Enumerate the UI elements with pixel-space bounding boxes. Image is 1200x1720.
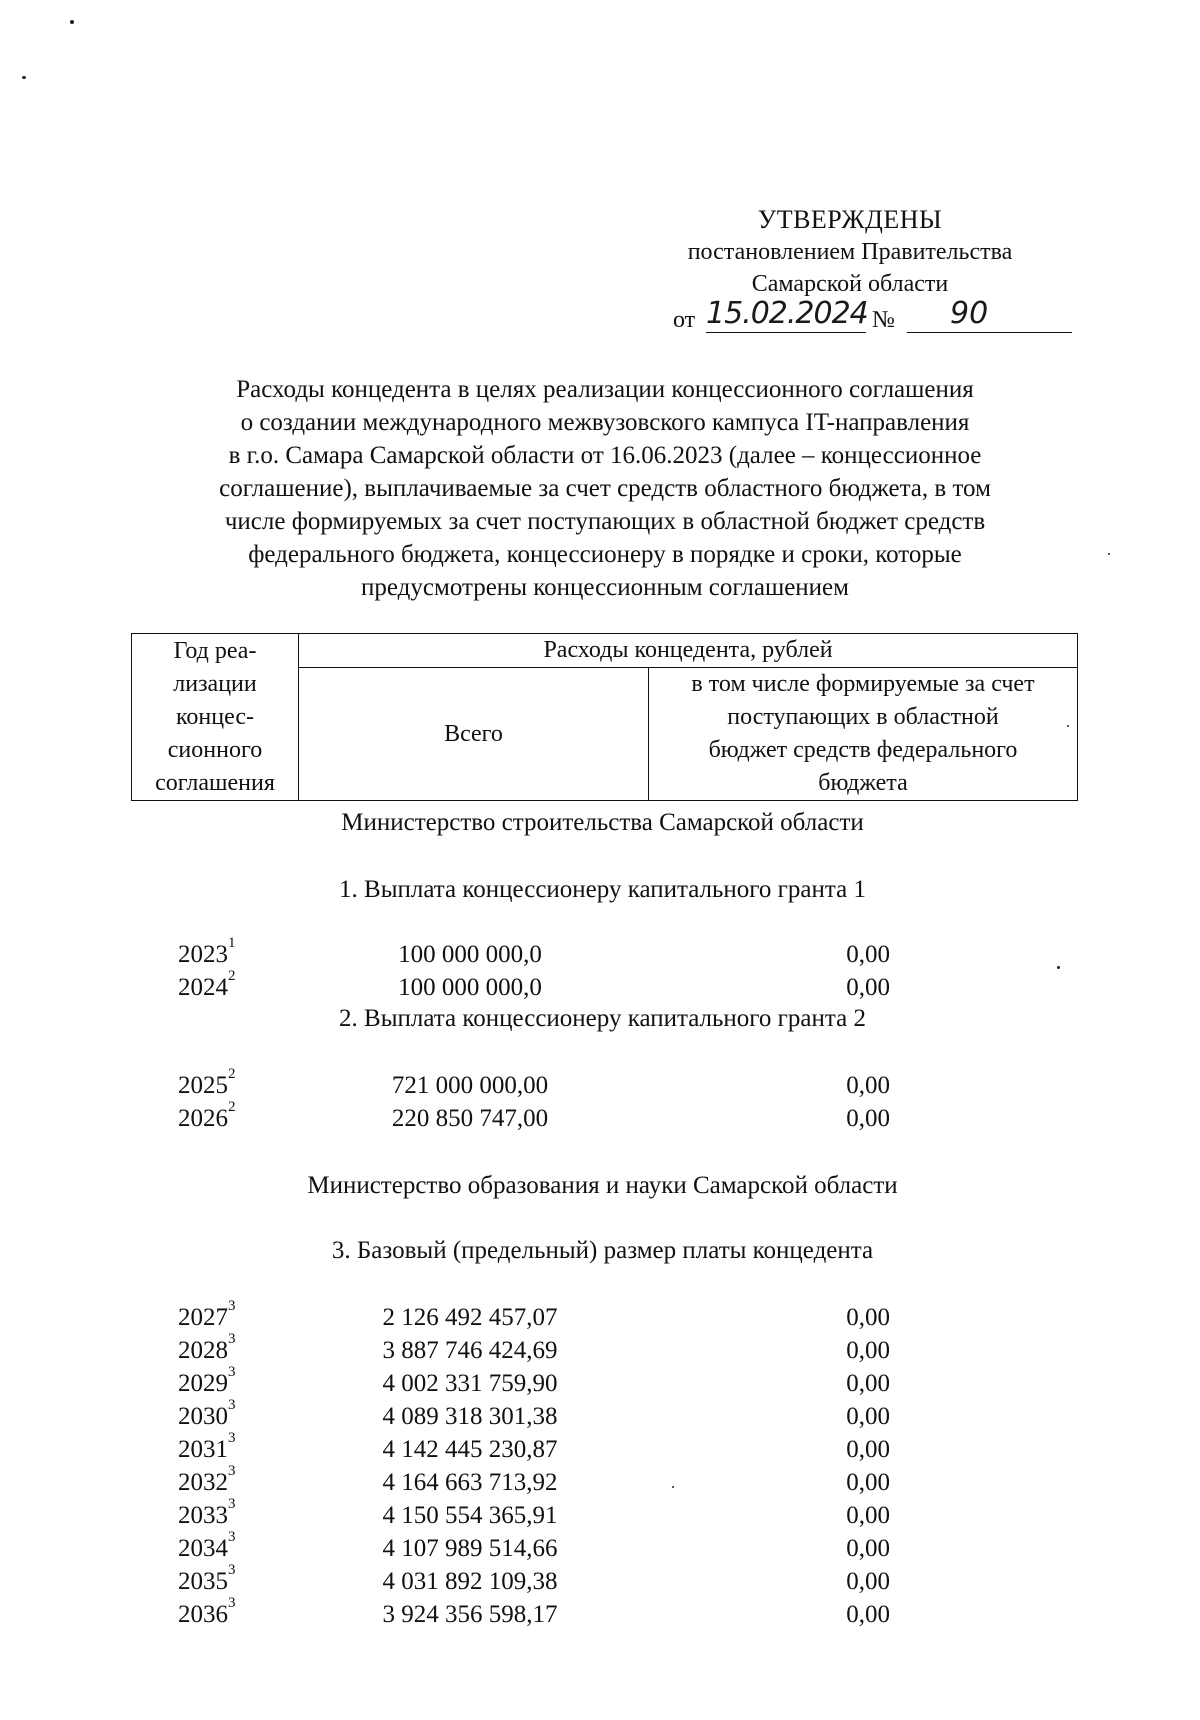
- year-cell: 2031$^3$: [178, 1430, 236, 1463]
- scan-speck: [22, 76, 26, 79]
- federal-cell: 0,00: [846, 1370, 890, 1397]
- year-column-header: [132, 634, 299, 801]
- approval-block: [620, 204, 1080, 338]
- table-row: [0, 1364, 1200, 1400]
- approval-line-1: постановлением Правительства: [687, 239, 1013, 265]
- header-text: поступающих в областной: [727, 704, 999, 730]
- table-row: [0, 1463, 1200, 1499]
- year-cell: 2029$^3$: [178, 1364, 236, 1397]
- ministry-heading: Министерство строительства Самарской области: [341, 809, 864, 836]
- header-text: сионного: [167, 736, 263, 763]
- title-line: Расходы концедента в целях реализации концессионного соглашения: [236, 376, 974, 403]
- table-row: [0, 1331, 1200, 1367]
- year-cell: 2026$^2$: [178, 1099, 236, 1132]
- federal-cell: 0,00: [846, 1535, 890, 1562]
- date-prefix: от: [673, 307, 696, 333]
- expenses-column-header: Расходы концедента, рублей: [299, 634, 1078, 668]
- federal-cell: 0,00: [846, 1105, 890, 1132]
- year-cell: 2033$^3$: [178, 1496, 236, 1529]
- table-row: [0, 935, 1200, 971]
- federal-cell: 0,00: [846, 974, 890, 1001]
- header-text: бюджет средств федерального: [708, 737, 1018, 763]
- header-text: концес-: [175, 703, 255, 730]
- number-underline: [907, 332, 1072, 333]
- section-title: 1. Выплата концессионеру капитального гранта 1: [339, 876, 866, 903]
- year-cell: 2027$^3$: [178, 1298, 236, 1331]
- date-underline: [706, 332, 866, 333]
- scan-speck: [70, 20, 74, 24]
- table-row: [0, 1595, 1200, 1631]
- total-cell: 4 150 554 365,91: [382, 1502, 558, 1529]
- section-title: 2. Выплата концессионеру капитального гранта 2: [339, 1005, 866, 1032]
- total-cell: 4 107 989 514,66: [382, 1535, 558, 1562]
- federal-cell: 0,00: [846, 1337, 890, 1364]
- header-text: бюджета: [818, 770, 908, 796]
- federal-cell: 0,00: [846, 1072, 890, 1099]
- expenses-table-header: [131, 633, 1078, 801]
- document-title: [140, 373, 1070, 604]
- handwritten-date: 15.02.2024: [706, 296, 868, 331]
- ministry-heading: Министерство образования и науки Самарской области: [307, 1172, 898, 1199]
- total-cell: 220 850 747,00: [391, 1105, 549, 1132]
- title-line: числе формируемых за счет поступающих в областной бюджет средств: [224, 508, 986, 535]
- title-line: федерального бюджета, концессионеру в порядке и сроки, которые: [248, 541, 962, 568]
- table-row: [0, 968, 1200, 1004]
- federal-cell: 0,00: [846, 1403, 890, 1430]
- scan-speck: [1108, 553, 1110, 555]
- federal-cell: 0,00: [846, 1568, 890, 1595]
- header-text: в том числе формируемые за счет: [691, 671, 1035, 697]
- total-cell: 4 164 663 713,92: [382, 1469, 558, 1496]
- title-line: соглашение), выплачиваемые за счет средств областного бюджета, в том: [219, 475, 991, 502]
- title-line: предусмотрены концессионным соглашением: [361, 574, 849, 601]
- federal-cell: 0,00: [846, 1436, 890, 1463]
- table-row: [0, 1298, 1200, 1334]
- year-cell: 2023$^1$: [178, 935, 236, 968]
- total-cell: 4 142 445 230,87: [382, 1436, 558, 1463]
- federal-cell: 0,00: [846, 1601, 890, 1628]
- handwritten-number: 90: [950, 296, 989, 331]
- year-cell: 2035$^3$: [178, 1562, 236, 1595]
- table-row: [0, 1562, 1200, 1598]
- number-sign: №: [872, 307, 895, 333]
- federal-cell: 0,00: [846, 1304, 890, 1331]
- section-title: 3. Базовый (предельный) размер платы концедента: [331, 1237, 874, 1264]
- table-row: [0, 1066, 1200, 1102]
- year-cell: 2036$^3$: [178, 1595, 236, 1628]
- federal-column-header: [649, 668, 1078, 801]
- table-row: [0, 1397, 1200, 1433]
- table-row: [0, 1099, 1200, 1135]
- year-cell: 2025$^2$: [178, 1066, 236, 1099]
- total-cell: 4 002 331 759,90: [382, 1370, 558, 1397]
- year-cell: 2032$^3$: [178, 1463, 236, 1496]
- table-row: [0, 1430, 1200, 1466]
- total-cell: 100 000 000,0: [398, 941, 542, 968]
- header-text: соглашения: [155, 769, 275, 796]
- table-row: [0, 1496, 1200, 1532]
- year-cell: 2034$^3$: [178, 1529, 236, 1562]
- approval-date-line: [620, 296, 1080, 338]
- total-column-header: Всего: [299, 668, 649, 801]
- total-cell: 2 126 492 457,07: [382, 1304, 558, 1331]
- header-text: лизации: [173, 670, 257, 697]
- year-cell: 2030$^3$: [178, 1397, 236, 1430]
- header-text: Год реа-: [173, 637, 257, 664]
- table-row: [0, 1529, 1200, 1565]
- total-cell: 3 924 356 598,17: [382, 1601, 558, 1628]
- year-cell: 2028$^3$: [178, 1331, 236, 1364]
- title-line: о создании международного межвузовского кампуса IT-направления: [240, 409, 970, 436]
- approval-line-2: Самарской области: [751, 271, 949, 297]
- total-cell: 721 000 000,00: [391, 1072, 549, 1099]
- title-line: в г.о. Самара Самарской области от 16.06.2023 (далее – концессионное: [228, 442, 982, 469]
- total-cell: 4 031 892 109,38: [382, 1568, 558, 1595]
- total-cell: 3 887 746 424,69: [382, 1337, 558, 1364]
- approval-heading: УТВЕРЖДЕНЫ: [757, 205, 943, 234]
- year-cell: 2024$^2$: [178, 968, 236, 1001]
- federal-cell: 0,00: [846, 941, 890, 968]
- total-cell: 100 000 000,0: [398, 974, 542, 1001]
- federal-cell: 0,00: [846, 1469, 890, 1496]
- federal-cell: 0,00: [846, 1502, 890, 1529]
- total-cell: 4 089 318 301,38: [382, 1403, 558, 1430]
